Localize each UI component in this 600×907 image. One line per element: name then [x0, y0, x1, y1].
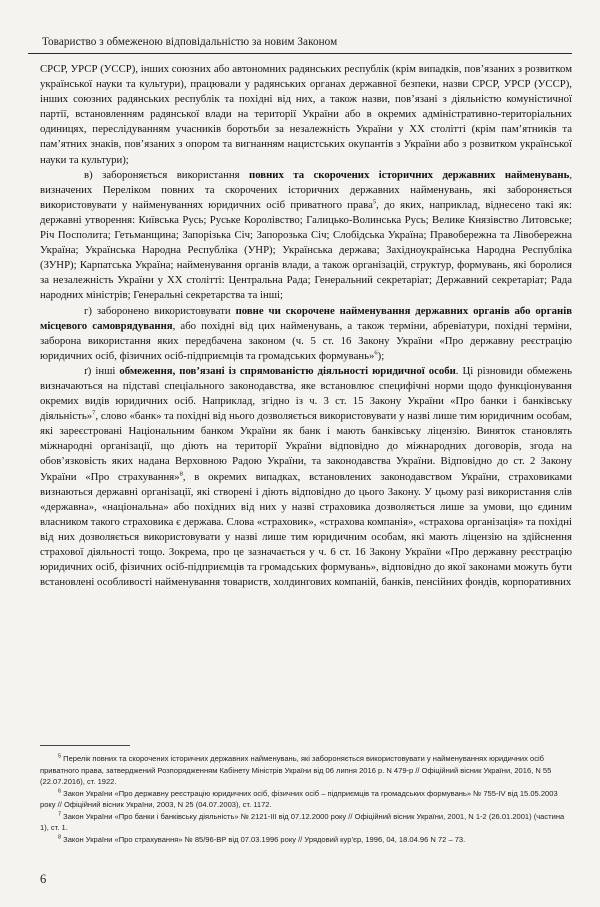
footnotes — [40, 753, 572, 845]
header-rule — [28, 53, 572, 54]
paragraph-continued: СРСР, УРСР (УССР), інших союзних або автономних радянських республік (крім випадків, пов’язаних з розвитком української науки та культури), працювали у радянських органах державної безпеки, назви СРСР, УРСР (УССР), інших союзних радянських республік та похідні від них, а також назви, пов’язані з діяльністю комуністичної партії, встановленням радянської влади на території України або в окремих адміністративно-територіальних одиницях, переслідуванням учасників боротьби за незалежність України у XX столітті (крім пам’ятників та пам’ятних знаків, пов’язаних з опором та вигнанням нацистських окупантів з України або з розвитком української науки та культури); — [40, 63, 572, 166]
footnote-7: $^7$ Закон України «Про банки і банківську діяльність» № 2121-III від 07.12.2000 року // Офіційний вісник України, 2001, N 1-2 (26.01.2001) (частина 1), ст. 1. — [40, 810, 565, 832]
footnote-6: $^6$ Закон України «Про державну реєстрацію юридичних осіб, фізичних осіб – підприємців та громадських формувань» № 755-IV від 15.05.2003 року // Офіційний вісник України, 2003, N 25 (04.07.2003), ст. 1172. — [40, 787, 558, 809]
footnote-8: $^8$ Закон України «Про страхування» № 85/96-ВР від 07.03.1996 року // Урядовий кур’єр, 1996, 04, 18.04.96 N 72 – 73. — [58, 833, 466, 844]
bold-term: повних та скорочених історичних державних найменувань — [249, 168, 570, 181]
page-number: 6 — [40, 872, 47, 886]
footnote-ref-8[interactable]: 8 — [179, 469, 183, 477]
footnote-5: $^5$ Перелік повних та скорочених історичних державних найменувань, які забороняється використовувати у найменуваннях юридичних осіб приватного права, затверджений Розпорядженням Кабінету Міністрів України від 06 липня 2016 р. N 479-р // Офіційний вісник України, 2016, N 55 (22.07.2016), ст. 1922. — [40, 753, 552, 786]
bold-term: обмеження, пов’язані із спрямованістю діяльності юридичної особи — [119, 364, 456, 377]
footnote-ref-6[interactable]: 6 — [374, 349, 378, 357]
running-title: Товариство з обмеженою відповідальністю за новим Законом — [42, 36, 338, 48]
running-header — [28, 16, 572, 54]
footnote-separator — [40, 745, 130, 746]
paragraph-item-v: в) забороняється використання повних та скорочених історичних державних найменувань, визначених Переліком повних та скорочених історичних державних найменувань, які забороняється використовувати у найменуваннях юридичних осіб приватного права$^5$, до яких, наприклад, віднесено такі як: державні утворення: Київська Русь; Руське Королівство; Галицько-Волинська Русь; Велике Князівство Литовське; Річ Посполита; Гетьманщина; Запорізька Січ; Запорозька Січ; Слобідська Україна; Правобережна та Лівобережна Україна; Українська Народна Республіка (УНР); Українська держава; Західноукраїнська Народна Республіка (ЗУНР); Карпатська Україна; найменування органів влади, а також організацій, структур, формувань, які боролися за незалежність України у XX столітті: Центральна Рада; Генеральний секретаріат; Державний секретаріат; Рада народних міністрів; Генеральні секретарства та інші; — [40, 168, 572, 302]
bold-term: повне чи скорочене найменування державних органів або органів місцевого самоврядування — [40, 304, 572, 332]
paragraph-item-g: ґ) інші обмеження, пов’язані із спрямованістю діяльності юридичної особи. Ці різновиди обмежень визначаються на підставі спеціального законодавства, яке встановлює специфічні норми щодо функціонування окремих видів юридичних осіб. Наприклад, згідно із ч. 3 ст. 15 Закону України «Про банки і банківську діяльність»$^7$, слово «банк» та похідні від нього дозволяється використовувати у назві лише тим юридичним особам, які зареєстровані Національним банком України як банк і мають банківську ліцензію. Виняток становлять міжнародні організації, що діють на території України відповідно до міжнародних договорів, згода на обов’язковість яких надана Верховною Радою України, та законодавства України. Відповідно до ст. 2 Закону України «Про страхування»$^8$, в окремих випадках, встановлених законодавством України, страховиками визнаються державні організації, які створені і діють відповідно до цього Закону. У цьому разі використання слів «державна», «національна» або похідних від них у назві страховика дозволяється лише за умови, що єдиним власником такого страховика є держава. Слова «страховик», «страхова компанія», «страхова організація» та похідні від них дозволяється використовувати у назві лише тим юридичним особам, які мають ліцензію на здійснення страхової діяльності тощо. Зокрема, про це зазначається у ч. 6 ст. 16 Закону України «Про державну реєстрацію юридичних осіб, фізичних осіб-підприємців та громадських формувань», відповідно до якої законами можуть бути встановлені особливості найменування товариств, холдингових компаній, банків, пенсійних фондів, корпоративних — [40, 364, 572, 589]
footnote-ref-5[interactable]: 5 — [372, 198, 377, 206]
paragraph-item-h: г) заборонено використовувати повне чи скорочене найменування державних органів або органів місцевого самоврядування, або похідні від цих найменувань, а також терміни, абревіатури, похідні терміни, заборона використання яких передбачена законом (ч. 5 ст. 16 Закону України «Про державну реєстрацію юридичних осіб, фізичних осіб-підприємців та громадських формувань»$^6$); — [40, 304, 572, 362]
main-text — [40, 62, 572, 590]
footnote-ref-7[interactable]: 7 — [92, 409, 96, 417]
